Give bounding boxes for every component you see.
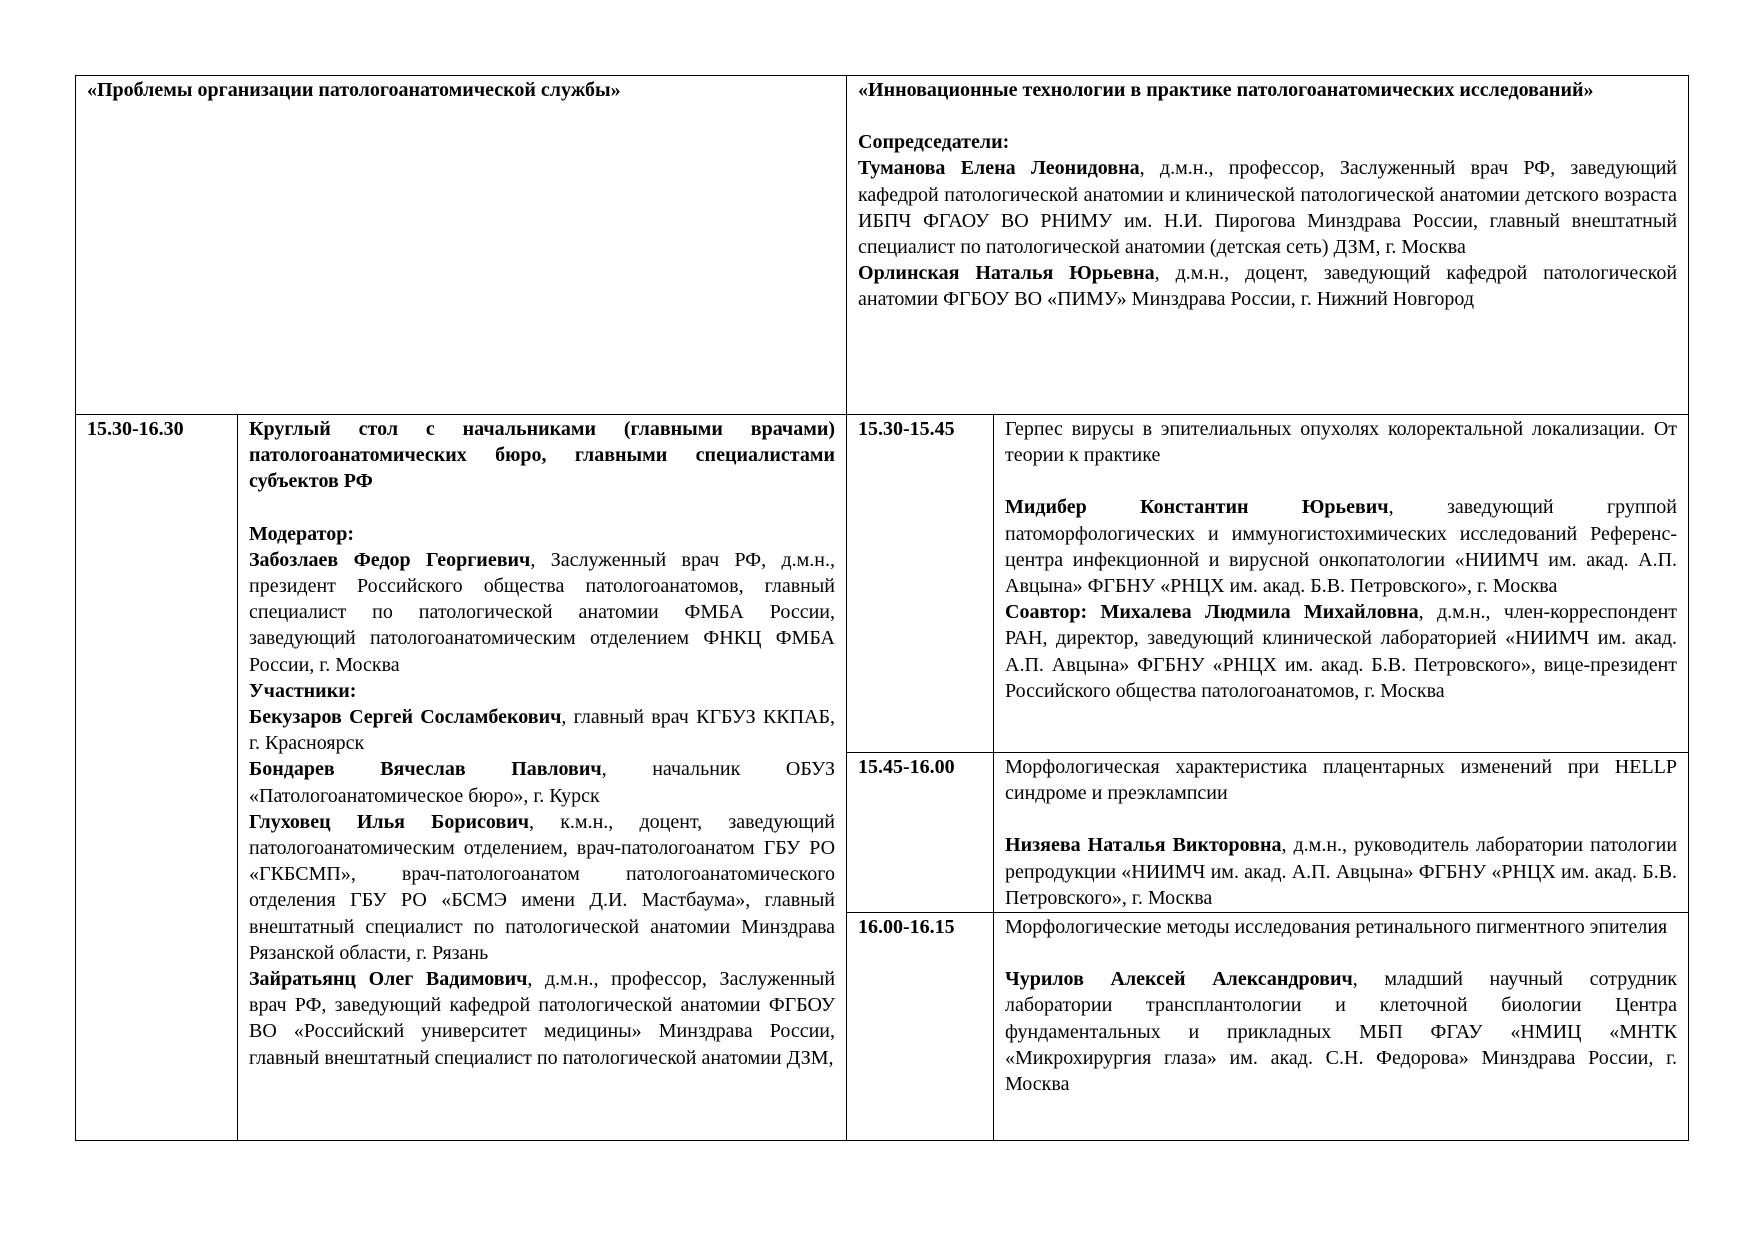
talk-row [76,415,1689,753]
left-section-header-cell [76,76,847,415]
talk-title: Морфологическая характеристика плацентарных изменений при HELLP синдроме и преэклампсии [1005,756,1678,805]
participant-details: , главный врач КГБУЗ ККПАБ, г. Красноярск [249,706,836,755]
coauthor-name: Михалева Людмила Михайловна [1100,601,1419,624]
talk-content-cell [994,913,1689,1141]
speaker-name: Чурилов Алексей Александрович [1005,968,1353,991]
moderator-entry [249,547,835,678]
talk-content-cell [994,753,1689,913]
participant-name: Бекузаров Сергей Сосламбекович [249,706,562,729]
speaker-entry [1005,832,1677,911]
speaker-details: , заведующий группой патоморфологических и иммуногистохимических исследований Референс-центра инфекционной и вирусной онкопатологии «НИИМЧ им. акад. А.П. Авцына» ФГБНУ «РНЦХ им. акад. Б.В. Петровского», г. Москва [1005,496,1678,598]
left-session-time: 15.30-16.30 [87,418,184,440]
participant-entry [249,809,835,966]
talk-time-cell [847,415,994,753]
cochair-entry [858,155,1677,260]
speaker-name: Мидибер Константин Юрьевич [1005,496,1389,519]
participant-entry [249,704,835,756]
roundtable-title: Круглый стол с начальниками (главными врачами) патологоанатомических бюро, главными специалистами субъектов РФ [249,418,836,493]
participant-name: Зайратьянц Олег Вадимович [249,968,528,991]
right-section-header-cell [847,76,1689,415]
coauthor-details: , д.м.н., член-корреспондент РАН, директор, заведующий клинической лабораторией «НИИМЧ им. акад. А.П. Авцына» ФГБНУ «РНЦХ им. акад. Б.В. Петровского», вице-президент Российского общества патологоанатомов, г. Москва [1005,601,1678,702]
speaker-details: , д.м.н., руководитель лаборатории патологии репродукции «НИИМЧ им. акад. А.П. Авцына» ФГБНУ «РНЦХ им. акад. Б.В. Петровского», г. Москва [1005,834,1678,909]
cochair-details: , д.м.н., доцент, заведующий кафедрой патологической анатомии ФГБОУ ВО «ПИМУ» Минздрава России, г. Нижний Новгород [858,262,1678,311]
participant-entry [249,966,835,1071]
cochair-details: , д.м.н., профессор, Заслуженный врач РФ, заведующий кафедрой патологической анатомии и клинической патологической анатомии детского возраста ИБПЧ ФГАОУ ВО РНИМУ им. Н.И. Пирогова Минздрава России, главный внештатный специалист по патологической анатомии (детская сеть) ДЗМ, г. Москва [858,157,1678,259]
moderator-name: Забозлаев Федор Георгиевич [249,548,531,571]
moderator-details: , Заслуженный врач РФ, д.м.н., президент Российского общества патологоанатомов, главный специалист по патологической анатомии ФМБА России, заведующий патологоанатомическим отделением ФНКЦ ФМБА России, г. Москва [249,548,836,676]
roundtable-cell [238,415,847,1141]
participants-label: Участники: [249,679,357,702]
moderator-label: Модератор: [249,522,354,545]
talk-time-cell [847,913,994,1141]
speaker-entry [1005,494,1677,599]
cochair-name: Туманова Елена Леонидовна [858,157,1140,180]
participant-details: , к.м.н., доцент, заведующий патологоанатомическим отделением, врач-патологоанатом ГБУ РО «ГКБСМП», врач-патологоанатом патологоанатомического отделения ГБУ РО «БСМЭ имени Д.И. Мастбаума», главный внештатный специалист по патологической анатомии Минздрава Рязанской области, г. Рязань [249,810,836,964]
participant-details: , начальник ОБУЗ «Патологоанатомическое бюро», г. Курск [249,758,836,807]
left-section-title: «Проблемы организации патологоанатомической службы» [87,79,621,101]
cochair-name: Орлинская Наталья Юрьевна [858,262,1155,285]
left-time-cell [76,415,238,1141]
talk-time: 15.30-15.45 [858,418,955,440]
coauthor-label: Соавтор: [1005,601,1101,624]
participant-entry [249,756,835,808]
section-header-row [76,76,1689,415]
participant-details: , д.м.н., профессор, Заслуженный врач РФ, заведующий кафедрой патологической анатомии ФГБОУ ВО «Российский университет медицины» Минздрава России, главный внештатный специалист по патологической анатомии ДЗМ, [249,968,836,1069]
program-table [75,75,1689,1141]
talk-time: 15.45-16.00 [858,756,955,778]
talk-time: 16.00-16.15 [858,916,955,938]
talk-content-cell [994,415,1689,753]
talk-title: Герпес вирусы в эпителиальных опухолях колоректальной локализации. От теории к практике [1005,418,1678,467]
speaker-entry [1005,966,1677,1097]
cochair-entry [858,260,1677,312]
participant-name: Бондарев Вячеслав Павлович [249,758,602,781]
right-section-title: «Инновационные технологии в практике патологоанатомических исследований» [858,79,1594,101]
participant-name: Глуховец Илья Борисович [249,810,530,833]
speaker-details: , младший научный сотрудник лаборатории трансплантологии и клеточной биологии Центра фундаментальных и прикладных МБП ФГАУ «НМИЦ «МНТК «Микрохирургия глаза» им. акад. С.Н. Федорова» Минздрава России, г. Москва [1005,968,1678,1096]
coauthor-entry [1005,599,1677,704]
speaker-name: Низяева Наталья Викторовна [1005,834,1282,857]
cochairs-label: Сопредседатели: [858,131,1010,154]
talk-time-cell [847,753,994,913]
talk-title: Морфологические методы исследования ретинального пигментного эпителия [1005,916,1668,938]
